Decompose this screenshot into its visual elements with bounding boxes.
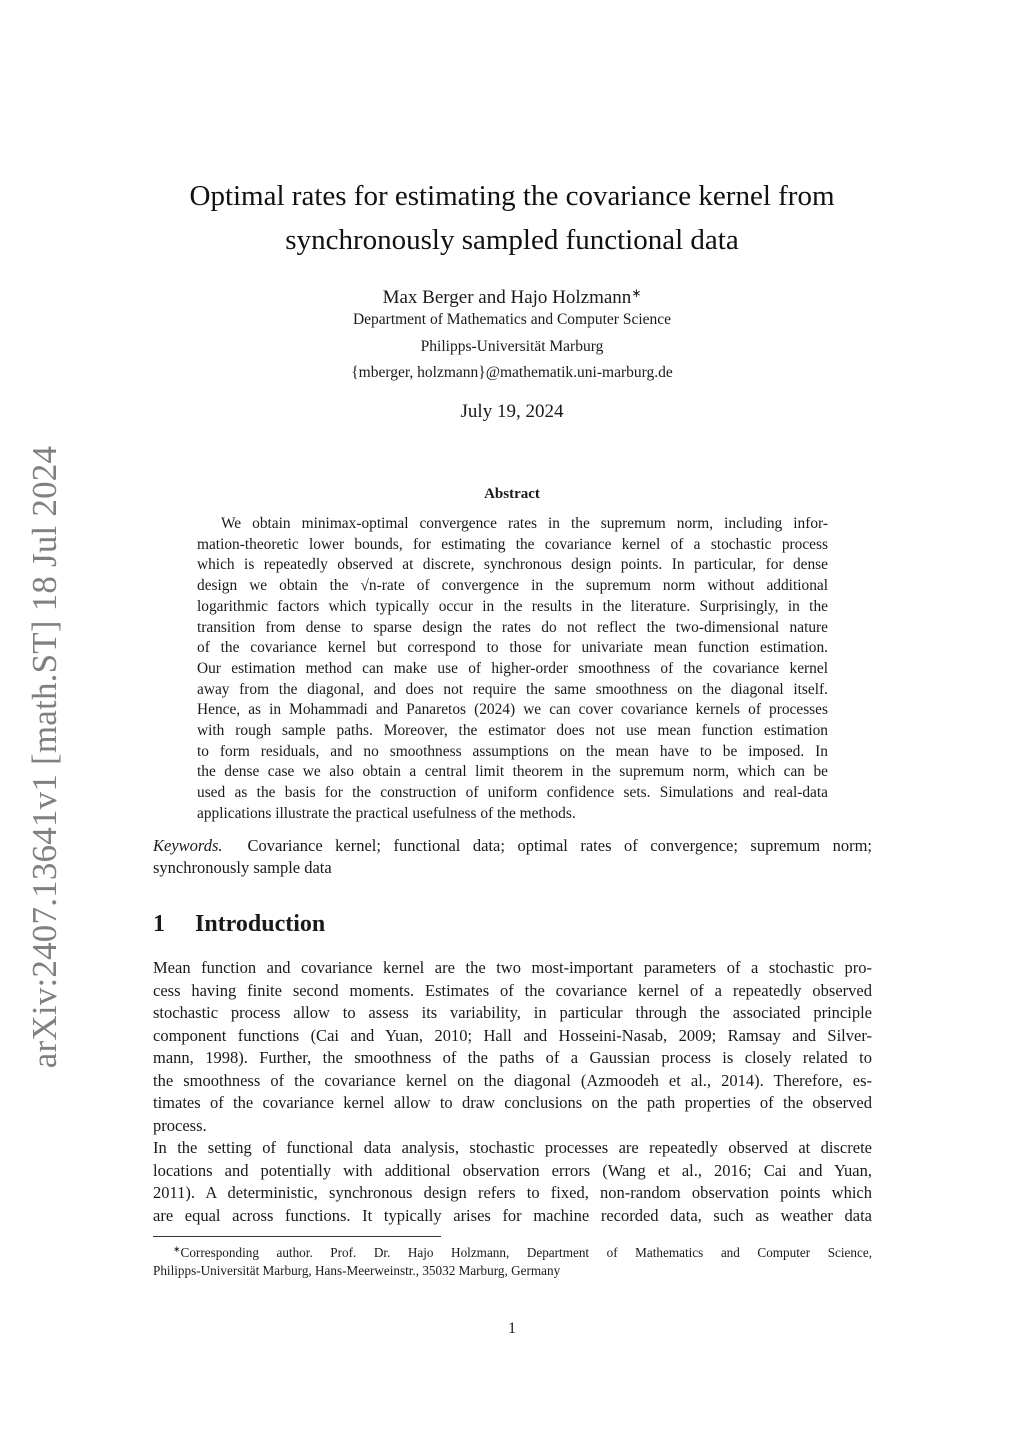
keywords-text-1: Covariance kernel; functional data; optimal rates of convergence; supremum norm; bbox=[247, 836, 873, 855]
abstract-line: away from the diagonal, and does not require the same smoothness on the diagonal itself. bbox=[197, 680, 828, 698]
intro-line: are equal across functions. It typically arises for machine recorded data, such as weather data bbox=[153, 1205, 872, 1225]
affiliation-university: Philipps-Universität Marburg bbox=[420, 338, 604, 355]
abstract-line: mation-theoretic lower bounds, for estimating the covariance kernel of a stochastic process bbox=[197, 535, 828, 553]
introduction-body bbox=[153, 957, 872, 1227]
footnote-line-1 bbox=[153, 1240, 872, 1262]
abstract-heading: Abstract bbox=[484, 486, 540, 502]
intro-line: 2011). A deterministic, synchronous design refers to fixed, non-random observation points which bbox=[153, 1183, 872, 1202]
keywords-block bbox=[153, 835, 872, 879]
section-heading-introduction bbox=[153, 909, 872, 939]
author-email: {mberger, holzmann}@mathematik.uni-marburg.de bbox=[351, 364, 673, 381]
footnote-line-2: Philipps-Universität Marburg, Hans-Meerweinstr., 35032 Marburg, Germany bbox=[153, 1263, 561, 1278]
abstract-line: applications illustrate the practical usefulness of the methods. bbox=[197, 804, 576, 822]
abstract-line: which is repeatedly observed at discrete, synchronous design points. In particular, for dense bbox=[197, 556, 828, 574]
intro-line: In the setting of functional data analysis, stochastic processes are repeatedly observed at discrete bbox=[153, 1138, 872, 1157]
intro-line: process. bbox=[153, 1115, 207, 1135]
footnote-divider bbox=[153, 1236, 441, 1237]
intro-line: locations and potentially with additional observation errors (Wang et al., 2016; Cai and Yuan, bbox=[153, 1160, 872, 1180]
abstract-line: design we obtain the √n-rate of convergence in the supremum norm without additional bbox=[197, 577, 828, 595]
paper-date: July 19, 2024 bbox=[460, 401, 564, 422]
abstract-line: logarithmic factors which typically occur in the results in the literature. Surprisingly, in the bbox=[197, 597, 828, 615]
page-number: 1 bbox=[508, 1320, 516, 1337]
abstract-line: used as the basis for the construction of uniform confidence sets. Simulations and real-data bbox=[197, 784, 828, 802]
intro-line: timates of the covariance kernel allow to draw conclusions on the path properties of the observed bbox=[153, 1093, 872, 1112]
author-footnote-mark: ∗ bbox=[631, 286, 642, 300]
arxiv-identifier-stamp: arXiv:2407.13641v1 [math.ST] 18 Jul 2024 bbox=[25, 445, 64, 1069]
intro-line: mann, 1998). Further, the smoothness of the paths of a Gaussian process is closely related to bbox=[153, 1048, 872, 1067]
abstract-line: with rough sample paths. Moreover, the estimator does not use mean function estimation bbox=[197, 722, 828, 740]
affiliation-department: Department of Mathematics and Computer Science bbox=[352, 311, 672, 328]
footnote bbox=[153, 1240, 872, 1280]
author-names bbox=[150, 281, 874, 310]
intro-line: stochastic process allow to assess its variability, in particular through the associated principle bbox=[153, 1003, 872, 1022]
abstract-line: of the covariance kernel but correspond to those for univariate mean function estimation. bbox=[197, 639, 828, 657]
abstract-line: transition from dense to sparse design the rates do not reflect the two-dimensional nature bbox=[197, 618, 828, 636]
abstract-line: the dense case we also obtain a central limit theorem in the supremum norm, which can be bbox=[197, 763, 828, 781]
abstract-body bbox=[197, 514, 828, 825]
keywords-line-2: synchronously sample data bbox=[153, 858, 332, 877]
abstract-line: Our estimation method can make use of higher-order smoothness of the covariance kernel bbox=[197, 659, 828, 677]
section-title: Introduction bbox=[195, 911, 326, 937]
abstract-line: Hence, as in Mohammadi and Panaretos (2024) we can cover covariance kernels of processes bbox=[197, 701, 828, 719]
author-names-text: Max Berger and Hajo Holzmann bbox=[382, 287, 632, 308]
keywords-label: Keywords. bbox=[153, 836, 223, 855]
intro-line: Mean function and covariance kernel are the two most-important parameters of a stochastic pro- bbox=[153, 958, 872, 977]
intro-line: component functions (Cai and Yuan, 2010; Hall and Hosseini-Nasab, 2009; Ramsay and Silver- bbox=[153, 1025, 872, 1045]
section-number: 1 bbox=[153, 911, 165, 937]
footnote-mark: ∗ bbox=[173, 1244, 181, 1254]
intro-line: the smoothness of the covariance kernel on the diagonal (Azmoodeh et al., 2014). Therefore, es- bbox=[153, 1070, 872, 1090]
paper-title bbox=[150, 174, 874, 262]
abstract-line: We obtain minimax-optimal convergence rates in the supremum norm, including infor- bbox=[221, 515, 828, 532]
abstract-line: to form residuals, and no smoothness assumptions on the mean have to be imposed. In bbox=[197, 742, 828, 760]
intro-line: cess having finite second moments. Estimates of the covariance kernel of a repeatedly observed bbox=[153, 980, 872, 1000]
title-line-2: synchronously sampled functional data bbox=[285, 224, 739, 256]
keywords-line-1 bbox=[153, 835, 872, 857]
title-line-1: Optimal rates for estimating the covariance kernel from bbox=[189, 180, 835, 212]
footnote-text-1: Corresponding author. Prof. Dr. Hajo Holzmann, Department of Mathematics and Computer Science, bbox=[180, 1245, 872, 1260]
